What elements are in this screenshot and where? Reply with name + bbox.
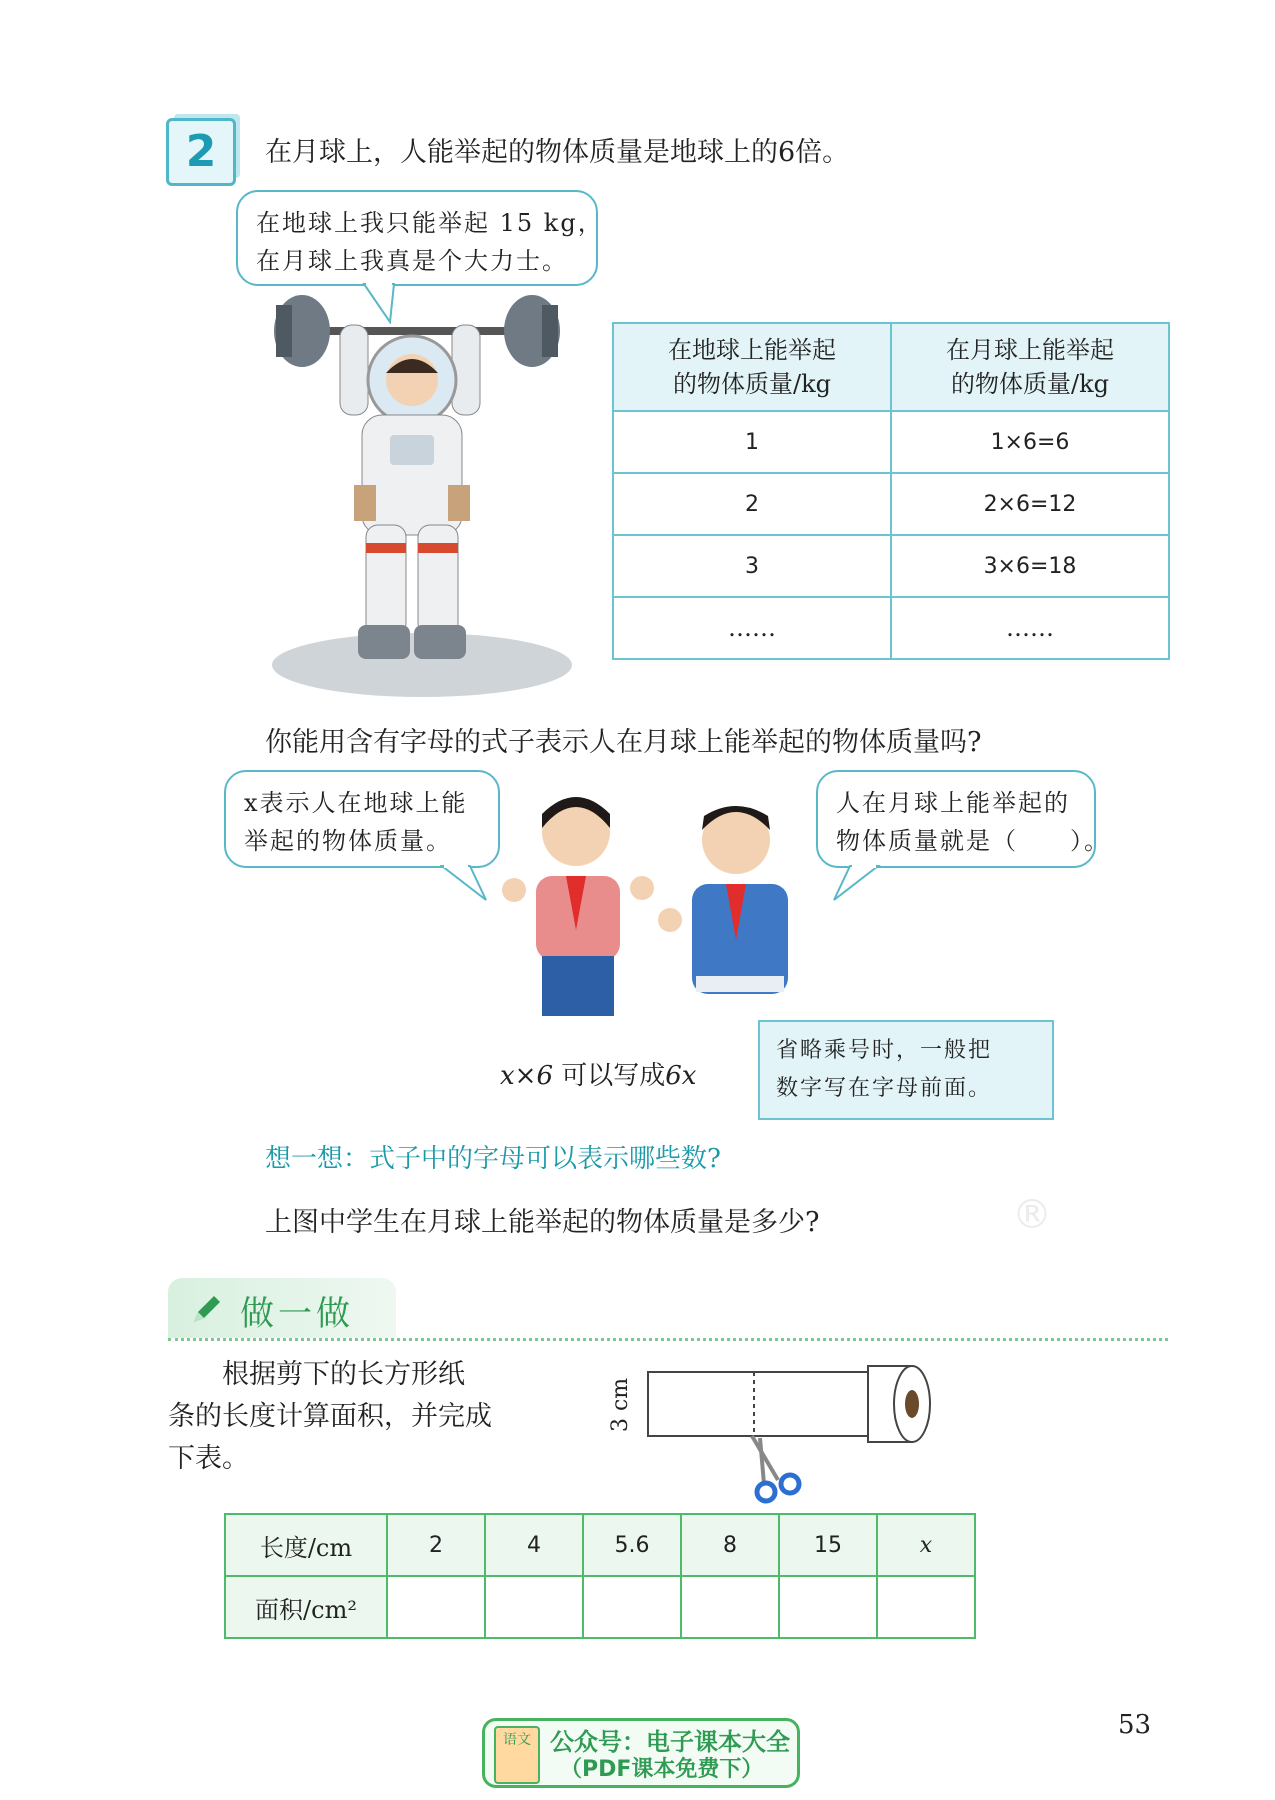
bubble-line: x表示人在地球上能 [244, 789, 468, 817]
bubble-line: 物体质量就是（ ）。 [836, 827, 1110, 855]
doit-title: 做一做 [240, 1294, 354, 1334]
table-cell: 4 [485, 1514, 583, 1576]
formula-right: 6x [665, 1061, 697, 1091]
table-cell: 3 [613, 535, 891, 597]
table-row [225, 1514, 975, 1576]
answer-cell[interactable] [583, 1576, 681, 1638]
note-line: 数字写在字母前面。 [776, 1076, 993, 1101]
answer-cell[interactable] [877, 1576, 975, 1638]
table-cell: x [877, 1514, 975, 1576]
registered-watermark: ® [1012, 1192, 1052, 1238]
table-cell: 2 [613, 473, 891, 535]
header-line: 的物体质量/kg [673, 370, 831, 398]
table-row [225, 1576, 975, 1638]
table-cell: 5.6 [583, 1514, 681, 1576]
table-row [613, 535, 1169, 597]
formula-left: x×6 [500, 1061, 553, 1091]
book-icon: 语文 [494, 1726, 540, 1784]
students-discussion-illustration [496, 780, 826, 1020]
question-letter-expression: 你能用含有字母的式子表示人在月球上能举起的物体质量吗? [265, 727, 982, 758]
astronaut-weightlifter-illustration [262, 285, 572, 705]
table-row [613, 597, 1169, 659]
bubble-tail [832, 864, 882, 904]
header-line: 在地球上能举起 [668, 336, 836, 364]
note-line: 省略乘号时，一般把 [776, 1038, 993, 1063]
table-header-earth [613, 323, 891, 411]
section-divider [168, 1338, 1168, 1341]
problem-statement: 在月球上，人能举起的物体质量是地球上的6倍。 [265, 137, 850, 168]
table-cell: …… [891, 597, 1169, 659]
note-omit-multiplication [758, 1020, 1054, 1120]
bubble-line: 在地球上我只能举起 15 kg， [256, 209, 604, 237]
table-row [613, 411, 1169, 473]
page-number: 53 [1118, 1710, 1152, 1740]
row-label-length: 长度/cm [225, 1514, 387, 1576]
table-cell: 2 [387, 1514, 485, 1576]
footer-line: 公众号：电子课本大全 [550, 1728, 790, 1756]
answer-cell[interactable] [485, 1576, 583, 1638]
table-header-moon [891, 323, 1169, 411]
area-table [224, 1513, 976, 1639]
footer-line: （PDF课本免费下） [560, 1757, 764, 1782]
table-row [613, 473, 1169, 535]
table-cell: 15 [779, 1514, 877, 1576]
row-label-area: 面积/cm² [225, 1576, 387, 1638]
answer-cell[interactable] [387, 1576, 485, 1638]
think-prompt: 想一想：式子中的字母可以表示哪些数? [265, 1144, 721, 1174]
bubble-tail [440, 864, 490, 904]
answer-cell[interactable] [779, 1576, 877, 1638]
girl-speech-bubble [224, 770, 500, 868]
strip-width-label: 3 cm [608, 1377, 633, 1432]
instruction-line: 条的长度计算面积，并完成 [168, 1401, 492, 1432]
header-line: 的物体质量/kg [951, 370, 1109, 398]
table-cell: 1×6=6 [891, 411, 1169, 473]
table-cell: …… [613, 597, 891, 659]
formula-middle: 可以写成 [553, 1061, 666, 1091]
header-line: 在月球上能举起 [946, 336, 1114, 364]
instruction-line: 下表。 [168, 1443, 249, 1474]
table-cell: 3×6=18 [891, 535, 1169, 597]
astronaut-speech-bubble [236, 190, 604, 286]
answer-cell[interactable] [681, 1576, 779, 1638]
bubble-line: 在月球上我真是个大力士。 [256, 247, 568, 275]
table-cell: 8 [681, 1514, 779, 1576]
bubble-line: 举起的物体质量。 [244, 827, 452, 855]
table-cell: 2×6=12 [891, 473, 1169, 535]
table-cell: 1 [613, 411, 891, 473]
question-student-mass: 上图中学生在月球上能举起的物体质量是多少? [265, 1207, 820, 1238]
lifting-mass-table [612, 322, 1170, 660]
boy-speech-bubble [816, 770, 1110, 868]
bubble-line: 人在月球上能举起的 [836, 789, 1070, 817]
formula-text [500, 1055, 696, 1092]
problem-number-badge: 2 [166, 118, 236, 186]
doit-instruction [168, 1354, 528, 1480]
instruction-line: 根据剪下的长方形纸 [168, 1359, 465, 1390]
paper-roll-scissors-illustration [640, 1360, 940, 1510]
pencil-icon [188, 1292, 224, 1328]
